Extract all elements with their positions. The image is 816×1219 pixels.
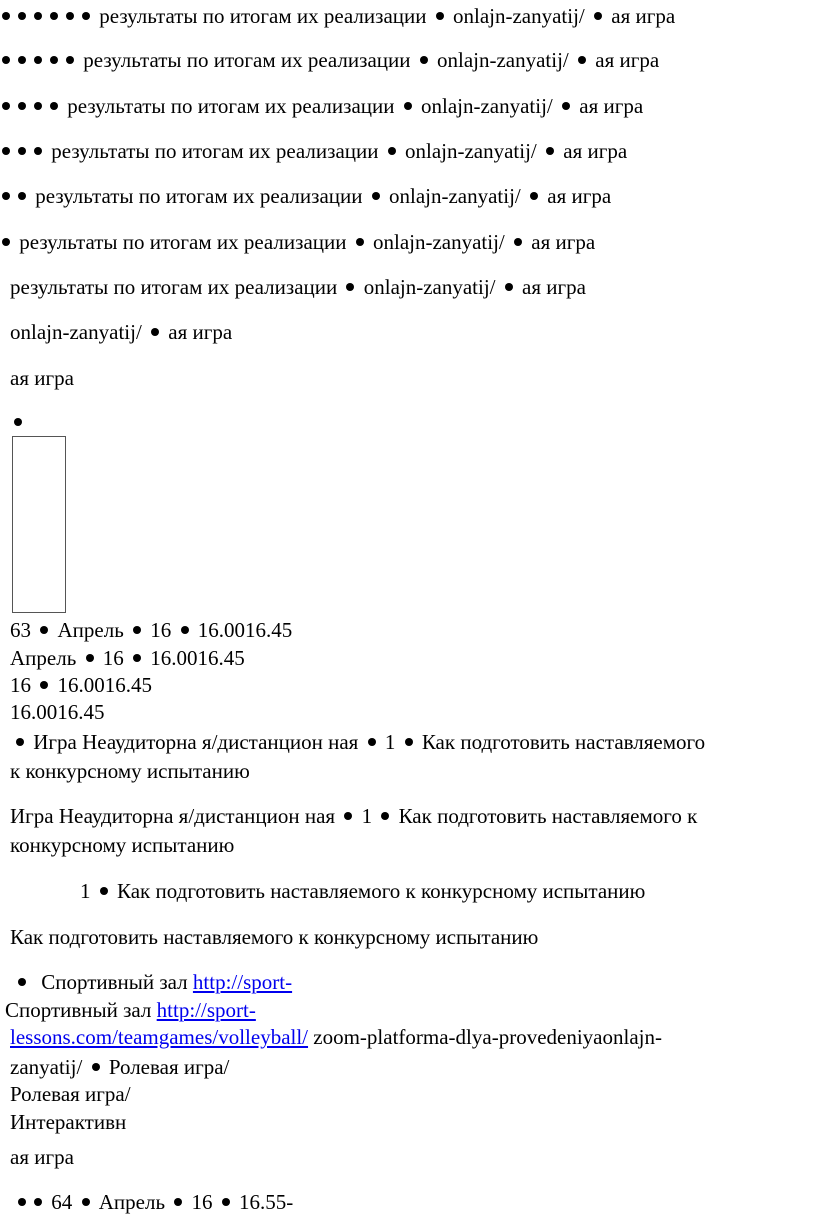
bullet-icon	[505, 283, 513, 291]
repeat-line-3	[2, 94, 643, 118]
bullet-icon	[2, 102, 10, 110]
empty-frame	[12, 436, 66, 613]
date-line-3	[10, 673, 152, 697]
role-game-text: Ролевая игра/	[10, 1082, 131, 1106]
bullet-icon	[18, 102, 26, 110]
bullet-icon	[436, 12, 444, 20]
bullet-icon	[2, 147, 10, 155]
bullet-icon	[92, 1063, 100, 1071]
results-text: результаты по итогам их реализации	[99, 4, 427, 28]
game-text: ая игра	[547, 184, 612, 208]
game-text: ая игра	[563, 139, 628, 163]
results-text: результаты по итогам их реализации	[67, 94, 395, 118]
bullet-icon	[50, 12, 58, 20]
lone-bullet	[14, 410, 26, 434]
bullet-icon	[372, 192, 380, 200]
bullet-icon	[82, 1198, 90, 1206]
interactive-line	[10, 1110, 126, 1134]
onlajn-text: onlajn-zanyatij/	[420, 94, 553, 118]
bullet-icon	[181, 626, 189, 634]
day-text: 16	[191, 1190, 213, 1214]
month-text: Апрель	[98, 1190, 166, 1214]
bullet-icon	[133, 626, 141, 634]
zoom-text: zoom-platforma-dlya-provedeniyaonlajn-	[313, 1025, 662, 1049]
onlajn-text: onlajn-zanyatij/	[436, 48, 569, 72]
bullet-icon	[578, 56, 586, 64]
number-one: 1	[361, 804, 373, 828]
sport-line-2	[5, 998, 256, 1022]
day-text: 16	[102, 646, 124, 670]
zanyatij-text: zanyatij/	[10, 1055, 83, 1079]
sport-hall-text: Спортивный зал	[41, 970, 188, 994]
role-game-text: Ролевая игра/	[108, 1055, 230, 1079]
results-text: результаты по итогам их реализации	[35, 184, 363, 208]
how-prepare-text: Как подготовить наставляемого	[421, 730, 706, 754]
bullet-icon	[594, 12, 602, 20]
sport-line-4	[10, 1055, 229, 1079]
bullet-icon	[34, 12, 42, 20]
onlajn-text: onlajn-zanyatij/	[404, 139, 537, 163]
bullet-icon	[18, 12, 26, 20]
bullet-icon	[18, 978, 26, 986]
bullet-icon	[34, 102, 42, 110]
bullet-icon	[100, 887, 108, 895]
bullet-icon	[18, 56, 26, 64]
repeat-line-6	[2, 230, 595, 254]
date-line-2	[10, 646, 245, 670]
game-text: ая игра	[611, 4, 676, 28]
date-line-1	[10, 618, 292, 642]
bullet-icon	[50, 56, 58, 64]
bullet-icon	[2, 12, 10, 20]
results-text: результаты по итогам их реализации	[83, 48, 411, 72]
repeat-line-8	[10, 320, 232, 344]
time-text: 16.0016.45	[10, 700, 105, 724]
bullet-icon	[66, 56, 74, 64]
repeat-line-5	[2, 184, 611, 208]
row-number: 63	[10, 618, 31, 642]
bullet-icon	[381, 812, 389, 820]
number-one: 1	[384, 730, 396, 754]
bullet-icon	[40, 626, 48, 634]
repeat-line-2	[2, 48, 659, 72]
bullet-icon	[18, 192, 26, 200]
bullet-icon	[16, 738, 24, 746]
onlajn-text: onlajn-zanyatij/	[10, 320, 142, 344]
sport-hall-text: Спортивный зал	[5, 998, 152, 1022]
repeat-line-9	[10, 366, 74, 390]
bullet-icon	[14, 418, 22, 426]
row-number: 64	[51, 1190, 73, 1214]
bullet-icon	[222, 1198, 230, 1206]
bullet-icon	[86, 654, 94, 662]
sport-link[interactable]: http://sport-	[192, 970, 293, 994]
how-prepare-text-cont: к конкурсному испытанию	[10, 759, 250, 783]
bullet-icon	[34, 56, 42, 64]
prepare-line-1	[80, 879, 645, 903]
sport-line-1	[18, 970, 292, 994]
bullet-icon	[40, 681, 48, 689]
game-line-1	[16, 730, 705, 754]
last-line	[18, 1190, 293, 1214]
bullet-icon	[18, 147, 26, 155]
repeat-line-4	[2, 139, 627, 163]
sport-link-cont[interactable]: lessons.com/teamgames/volleyball/	[10, 1025, 309, 1049]
time-text: 16.55-	[239, 1190, 294, 1214]
time-text: 16.0016.45	[197, 618, 293, 642]
game-text: ая игра	[595, 48, 660, 72]
game-text: ая игра	[10, 1145, 74, 1169]
onlajn-text: onlajn-zanyatij/	[372, 230, 505, 254]
results-text: результаты по итогам их реализации	[51, 139, 379, 163]
game-line-2-cont	[10, 833, 234, 857]
how-prepare-text-cont: конкурсному испытанию	[10, 833, 235, 857]
bullet-icon	[346, 283, 354, 291]
time-text: 16.0016.45	[150, 646, 245, 670]
game-tail-line	[10, 1145, 74, 1169]
month-text: Апрель	[10, 646, 77, 670]
bullet-icon	[2, 192, 10, 200]
how-prepare-text: Как подготовить наставляемого к	[398, 804, 698, 828]
results-text: результаты по итогам их реализации	[10, 275, 338, 299]
bullet-icon	[2, 56, 10, 64]
bullet-icon	[174, 1198, 182, 1206]
day-text: 16	[150, 618, 172, 642]
game-text: ая игра	[531, 230, 596, 254]
bullet-icon	[82, 12, 90, 20]
bullet-icon	[50, 102, 58, 110]
how-prepare-text: Как подготовить наставляемого к конкурсному испытанию	[10, 925, 539, 949]
game-line-2	[10, 804, 697, 828]
date-line-4	[10, 700, 105, 724]
game-line-1-cont	[10, 759, 250, 783]
onlajn-text: onlajn-zanyatij/	[363, 275, 496, 299]
results-text: результаты по итогам их реализации	[19, 230, 347, 254]
game-nonaud-text: Игра Неаудиторна я/дистанцион ная	[10, 804, 336, 828]
game-text: ая игра	[168, 320, 233, 344]
bullet-icon	[356, 238, 364, 246]
bullet-icon	[388, 147, 396, 155]
role-line	[10, 1082, 131, 1106]
bullet-icon	[34, 147, 42, 155]
repeat-line-7	[10, 275, 586, 299]
bullet-icon	[368, 738, 376, 746]
bullet-icon	[344, 812, 352, 820]
bullet-icon	[34, 1198, 42, 1206]
game-text: ая игра	[10, 366, 74, 390]
game-text: ая игра	[522, 275, 586, 299]
bullet-icon	[562, 102, 570, 110]
game-nonaud-text: Игра Неаудиторна я/дистанцион ная	[33, 730, 359, 754]
time-text: 16.0016.45	[57, 673, 152, 697]
number-one: 1	[80, 879, 91, 903]
bullet-icon	[514, 238, 522, 246]
interactive-text: Интерактивн	[10, 1110, 127, 1134]
how-prepare-text: Как подготовить наставляемого к конкурсному испытанию	[117, 879, 646, 903]
bullet-icon	[546, 147, 554, 155]
bullet-icon	[420, 56, 428, 64]
bullet-icon	[530, 192, 538, 200]
bullet-icon	[405, 738, 413, 746]
bullet-icon	[66, 12, 74, 20]
day-text: 16	[10, 673, 31, 697]
sport-link[interactable]: http://sport-	[156, 998, 256, 1022]
bullet-icon	[18, 1198, 26, 1206]
sport-line-3	[10, 1025, 662, 1049]
bullet-icon	[133, 654, 141, 662]
repeat-line-1	[2, 4, 675, 28]
onlajn-text: onlajn-zanyatij/	[452, 4, 585, 28]
onlajn-text: onlajn-zanyatij/	[388, 184, 521, 208]
month-text: Апрель	[57, 618, 124, 642]
prepare-line-2	[10, 925, 538, 949]
bullet-icon	[151, 328, 159, 336]
bullet-icon	[2, 238, 10, 246]
game-text: ая игра	[579, 94, 644, 118]
bullet-icon	[404, 102, 412, 110]
